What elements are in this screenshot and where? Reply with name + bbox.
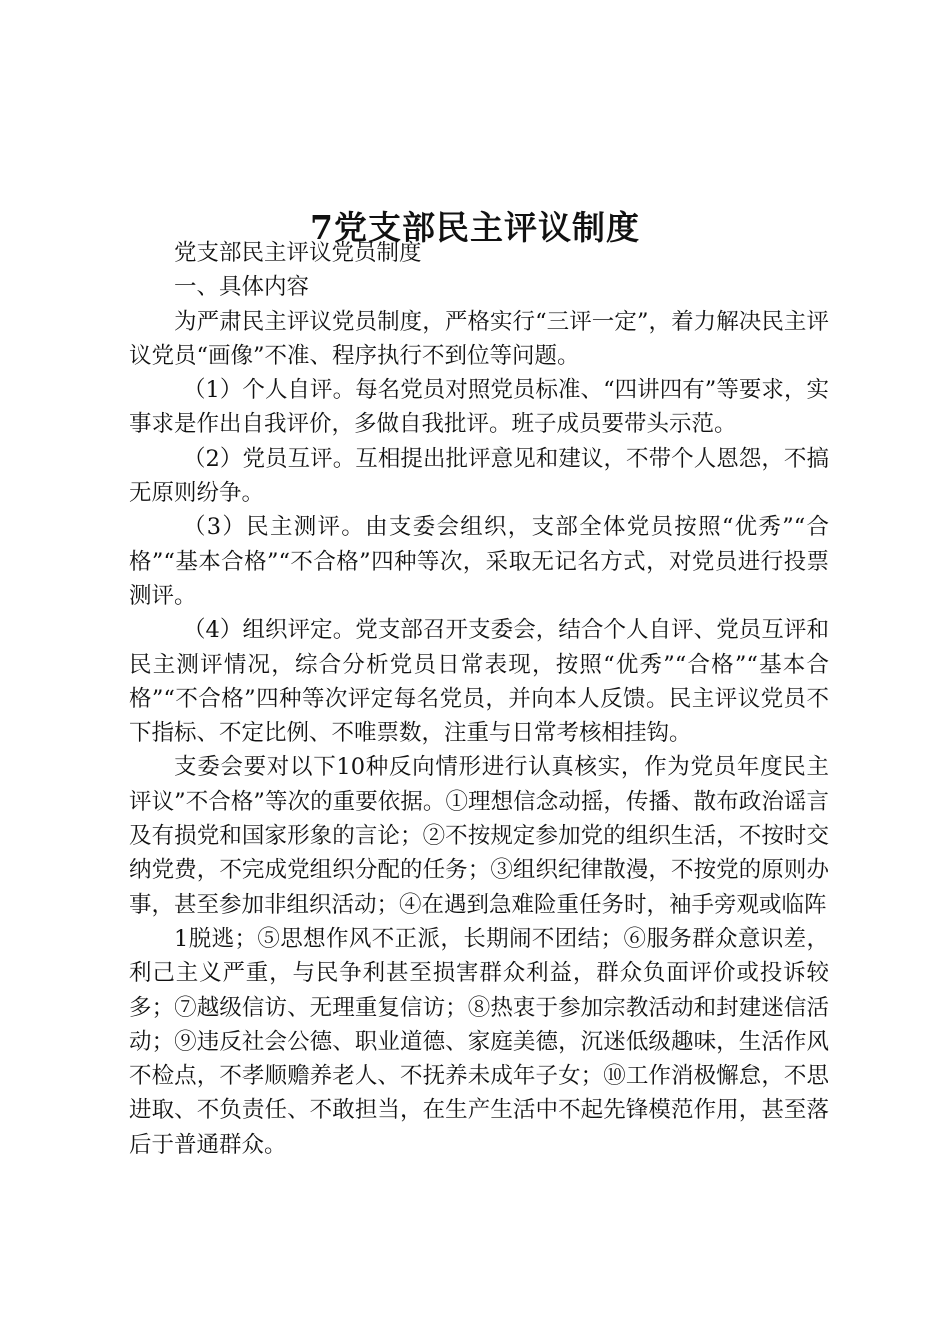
paragraph-self-evaluation: （1）个人自评。每名党员对照党员标准、“四讲四有”等要求，实事求是作出自我评价，多做自我批评。班子成员要带头示范。: [129, 377, 829, 438]
paragraph-mutual-evaluation: （2）党员互评。互相提出批评意见和建议，不带个人恩怨，不搞无原则纷争。: [129, 445, 829, 507]
document-title: 7党支部民主评议制度: [310, 208, 640, 248]
paragraph-intro: 为严肃民主评议党员制度，严格实行“三评一定”，着力解决民主评议党员“画像”不准、程序执行不到位等问题。: [129, 308, 829, 369]
paragraph-negative-cases-continued: 1脱逃；⑤思想作风不正派，长期闹不团结；⑥服务群众意识差，利己主义严重，与民争利甚至损害群众利益，群众负面评价或投诉较多；⑦越级信访、无理重复信访；⑧热衷于参加宗教活动和封建迷信活动；⑨违反社会公德、职业道德、家庭美德，沉迷低级趣味，生活作风不检点，不孝顺赡养老人、不抚养未成年子女；⑩工作消极懈怠，不思进取、不负责任、不敢担当，在生产生活中不起先锋模范作用，甚至落后于普通群众。: [129, 925, 829, 1158]
paragraph-negative-cases: 支委会要对以下10种反向情形进行认真核实，作为党员年度民主评议”不合格”等次的重要依据。①理想信念动摇，传播、散布政治谣言及有损党和国家形象的言论；②不按规定参加党的组织生活，不按时交纳党费，不完成党组织分配的任务；③组织纪律散漫，不按党的原则办事，甚至参加非组织活动；④在遇到急难险重任务时，袖手旁观或临阵: [129, 754, 829, 918]
paragraph-democratic-assessment: （3）民主测评。由支委会组织，支部全体党员按照“优秀”“合格”“基本合格”“不合格”四种等次，采取无记名方式，对党员进行投票测评。: [129, 514, 829, 609]
paragraph-subtitle: 党支部民主评议党员制度: [174, 240, 422, 266]
paragraph-organization-rating: （4）组织评定。党支部召开支委会，结合个人自评、党员互评和民主测评情况，综合分析党员日常表现，按照“优秀”“合格”“基本合格”“不合格”四种等次评定每名党员，并向本人反馈。民主评议党员不下指标、不定比例、不唯票数，注重与日常考核相挂钩。: [129, 617, 829, 747]
document-body: [129, 236, 829, 1162]
paragraph-section-heading: 一、具体内容: [174, 274, 310, 301]
